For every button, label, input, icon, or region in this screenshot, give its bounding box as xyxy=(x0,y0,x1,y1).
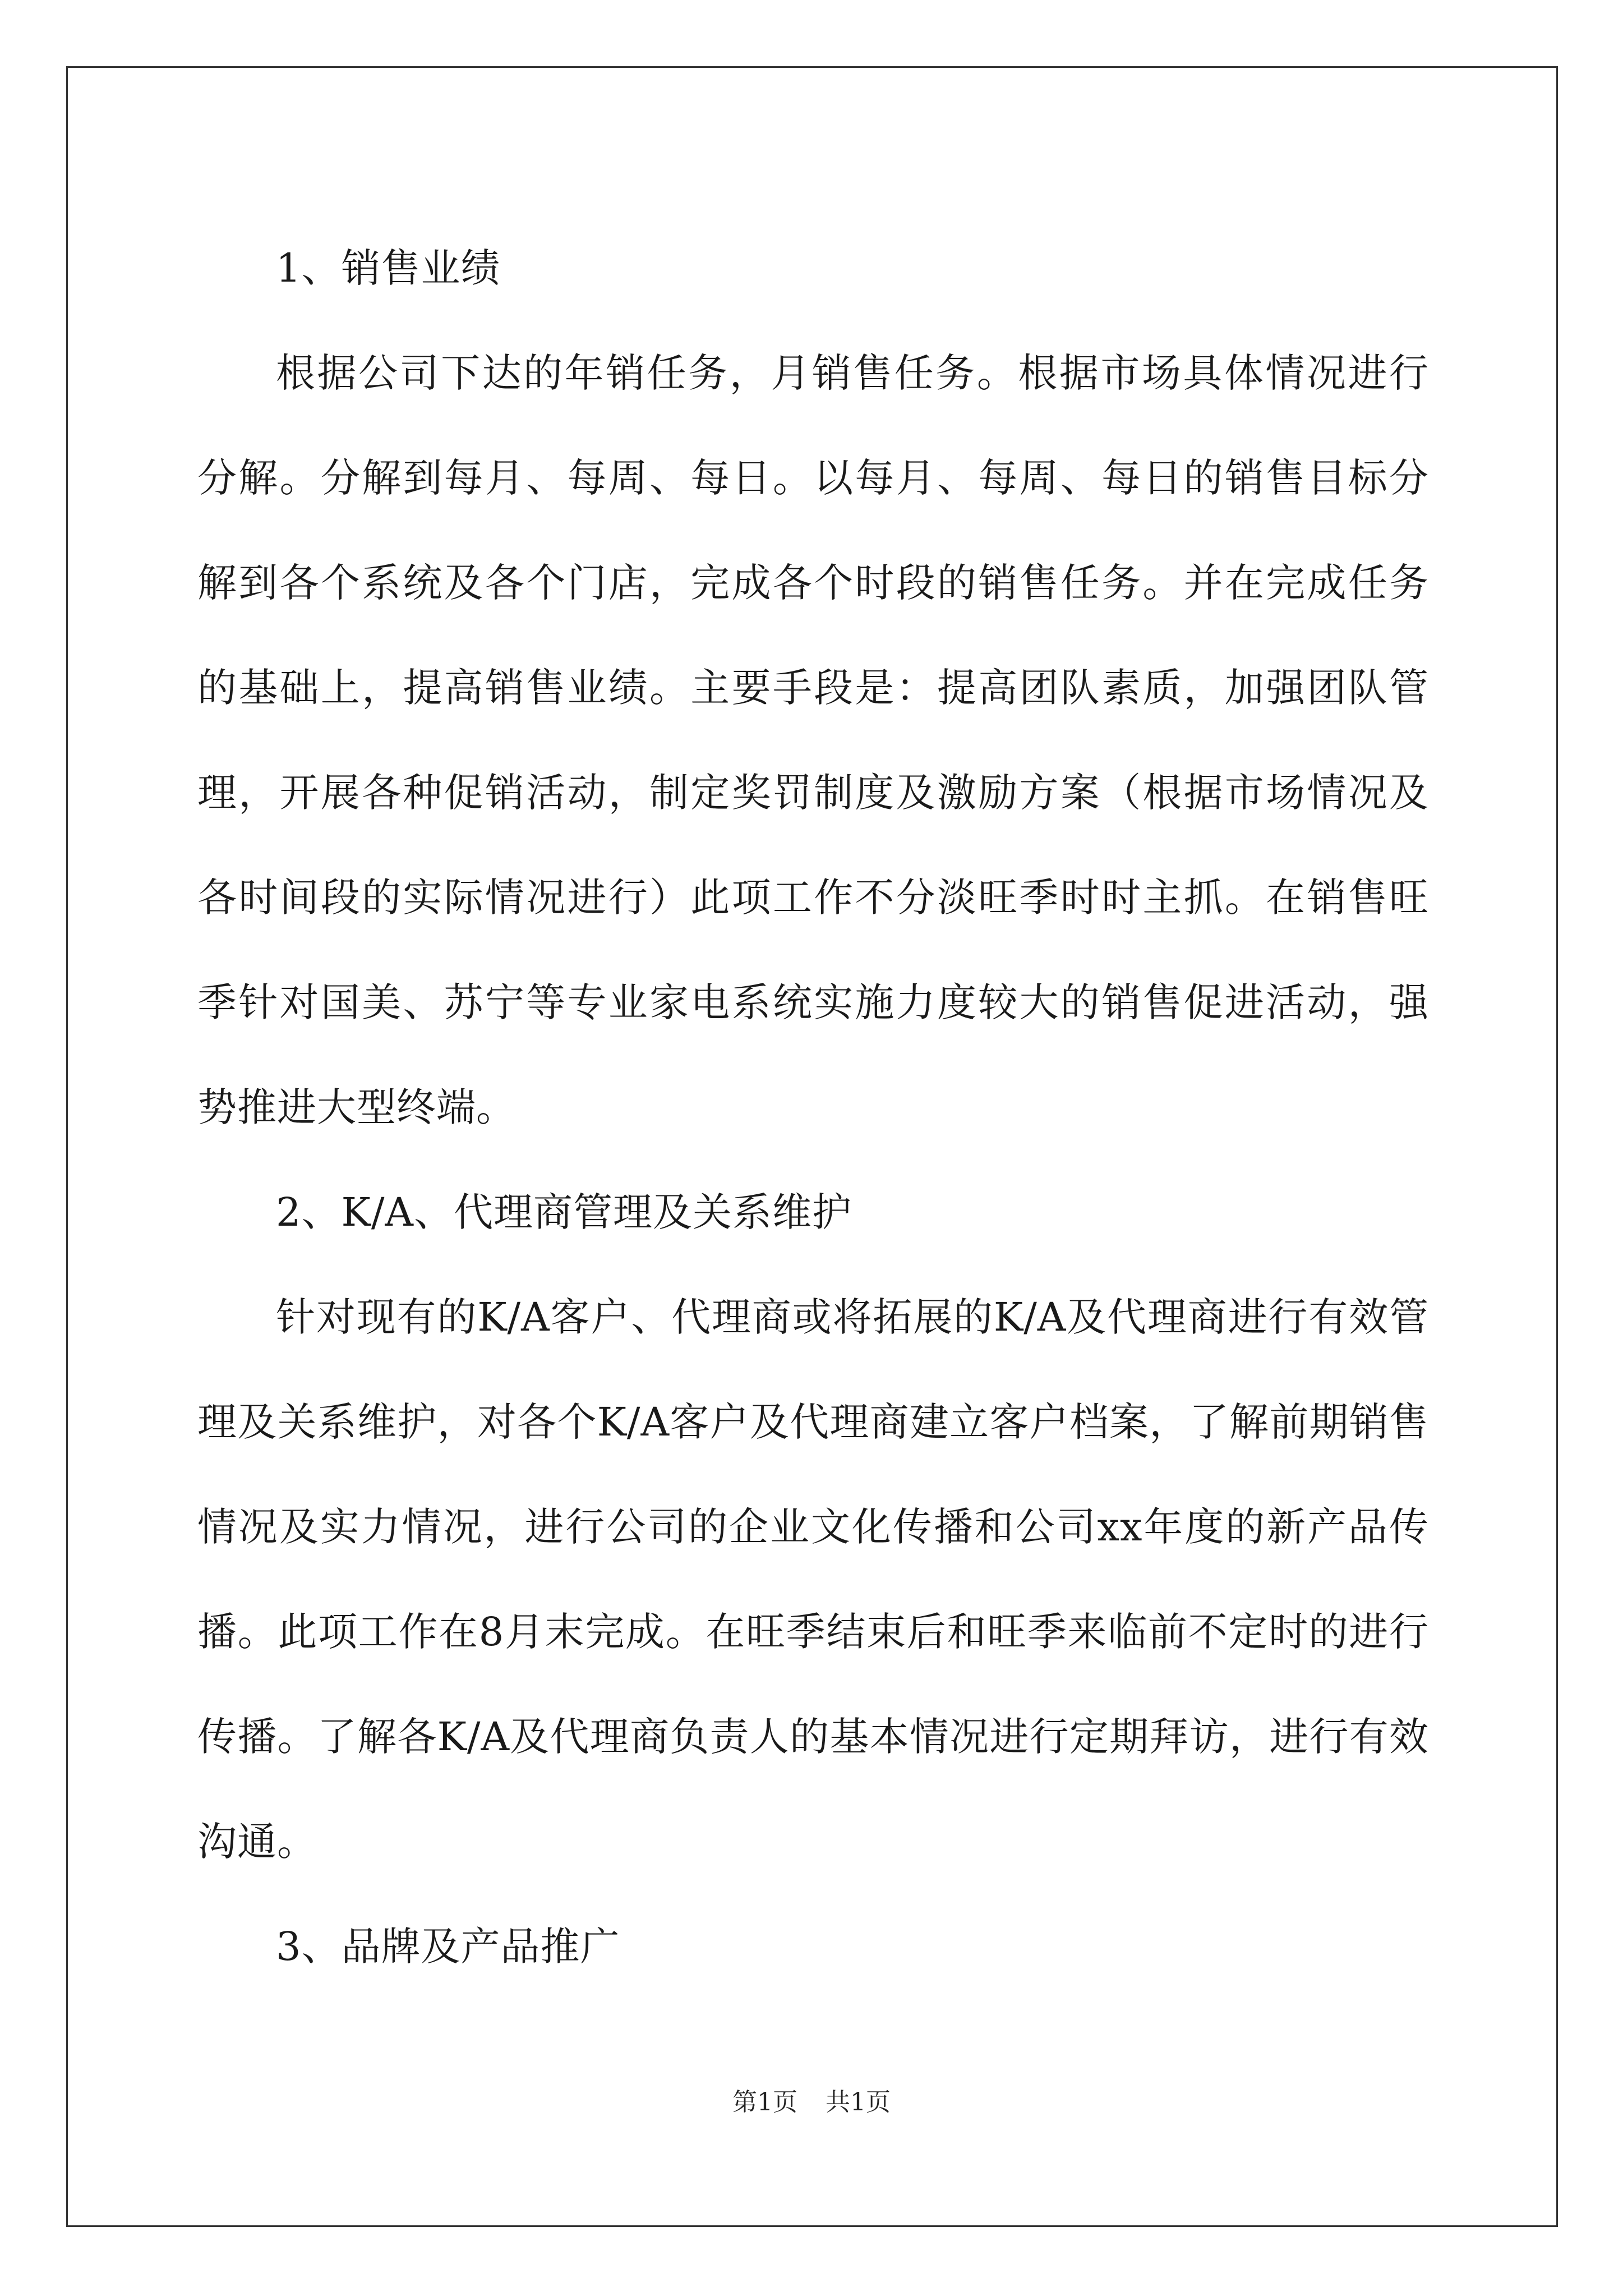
page-footer xyxy=(0,2086,1623,2119)
section-heading-1: 1、销售业绩 xyxy=(276,245,501,291)
section-paragraph-2: 针对现有的K/A客户、代理商或将拓展的K/A及代理商进行有效管理及关系维护，对各个K/A客户及代理商建立客户档案，了解前期销售情况及实力情况，进行公司的企业文化传播和公司xx年度的新产品传播。此项工作在8月末完成。在旺季结束后和旺季来临前不定时的进行传播。了解各K/A及代理商负责人的基本情况进行定期拜访，进行有效沟通。 xyxy=(197,1294,1429,1865)
section-heading-3: 3、品牌及产品推广 xyxy=(276,1924,620,1970)
section-paragraph-1: 根据公司下达的年销任务，月销售任务。根据市场具体情况进行分解。分解到每月、每周、每日。以每月、每周、每日的销售目标分解到各个系统及各个门店，完成各个时段的销售任务。并在完成任务的基础上，提高销售业绩。主要手段是：提高团队素质，加强团队管理，开展各种促销活动，制定奖罚制度及激励方案（根据市场情况及各时间段的实际情况进行）此项工作不分淡旺季时时主抓。在销售旺季针对国美、苏宁等专业家电系统实施力度较大的销售促进活动，强势推进大型终端。 xyxy=(197,350,1429,1130)
document-body xyxy=(197,216,1429,1999)
page-number-total: 共1页 xyxy=(826,2088,891,2116)
page-number-current: 第1页 xyxy=(732,2088,797,2116)
section-heading-2: 2、K/A、代理商管理及关系维护 xyxy=(276,1189,852,1235)
